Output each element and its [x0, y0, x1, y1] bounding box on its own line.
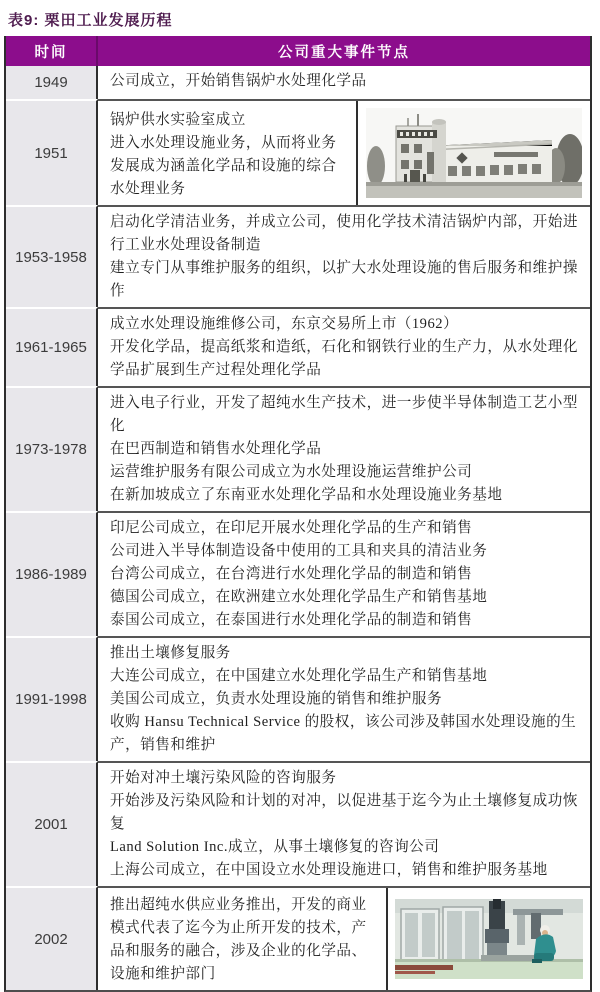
event-text: 锅炉供水实验室成立	[110, 112, 246, 128]
event-text: 大连公司成立，在中国建立水处理化学品生产和销售基地	[110, 668, 488, 684]
event-text: 公司进入半导体制造设备中使用的工具和夹具的清洁业务	[110, 543, 488, 559]
event-text: 收购 Hansu Technical Service 的股权，该公司涉及韩国水处理设施的生产，销售和维护	[110, 714, 577, 753]
event-text: 印尼公司成立，在印尼开展水处理化学品的生产和销售	[110, 520, 473, 536]
event-text: 运营维护服务有限公司成立为水处理设施运营维护公司	[110, 464, 473, 480]
table-header-row	[6, 36, 590, 66]
event-text: 推出超纯水供应业务推出，开发的商业模式代表了迄今为止所开发的技术，产品和服务的融合，涉及企业的化学品、设施和维护部门	[110, 897, 367, 982]
table-row	[6, 386, 590, 511]
photo-2002-ultrapure-water-plant	[386, 888, 590, 990]
event-text: 建立专门从事维护服务的组织，以扩大水处理设施的售后服务和维护操作	[110, 260, 578, 299]
event-text: 在新加坡成立了东南亚水处理化学品和水处理设施业务基地	[110, 487, 503, 503]
event-text: 进入电子行业，开发了超纯水生产技术，进一步使半导体制造工艺小型化	[110, 395, 578, 434]
table-row	[6, 99, 590, 205]
period-cell: 1961-1965	[6, 307, 98, 386]
event-text: 上海公司成立，在中国设立水处理设施进口，销售和维护服务基地	[110, 862, 548, 878]
period-cell: 2002	[6, 886, 98, 990]
event-text: 开发化学品，提高纸浆和造纸，石化和钢铁行业的生产力，从水处理化学品扩展到生产过程处理化学品	[110, 339, 578, 378]
event-text: 进入水处理设施业务，从而将业务发展成为涵盖化学品和设施的综合水处理业务	[110, 135, 337, 197]
period-cell: 1991-1998	[6, 636, 98, 761]
header-events: 公司重大事件节点	[278, 44, 410, 61]
event-text: Land Solution Inc.成立，从事土壤修复的咨询公司	[110, 839, 440, 855]
table-row	[6, 761, 590, 886]
event-text: 德国公司成立，在欧洲建立水处理化学品生产和销售基地	[110, 589, 488, 605]
table-row	[6, 636, 590, 761]
table-row	[6, 205, 590, 307]
header-time: 时间	[6, 36, 98, 66]
table-title: 表9: 栗田工业发展历程	[8, 12, 173, 29]
period-cell: 1949	[6, 66, 98, 99]
factory-building-bw-illustration	[366, 108, 582, 198]
period-cell: 2001	[6, 761, 98, 886]
table-row	[6, 886, 590, 990]
period-cell: 1986-1989	[6, 511, 98, 636]
event-text: 开始对冲土壤污染风险的咨询服务	[110, 770, 337, 786]
event-text: 公司成立，开始销售锅炉水处理化学品	[110, 73, 367, 89]
event-text: 美国公司成立，负责水处理设施的销售和维护服务	[110, 691, 443, 707]
event-text: 台湾公司成立，在台湾进行水处理化学品的制造和销售	[110, 566, 473, 582]
event-text: 启动化学清洁业务，并成立公司，使用化学技术清洁锅炉内部，开始进行工业水处理设备制造	[110, 214, 578, 253]
event-text: 泰国公司成立，在泰国进行水处理化学品的制造和销售	[110, 612, 473, 628]
water-plant-worker-illustration	[395, 899, 583, 979]
period-cell: 1953-1958	[6, 205, 98, 307]
event-text: 成立水处理设施维修公司，东京交易所上市（1962）	[110, 316, 459, 332]
event-text: 推出土壤修复服务	[110, 645, 231, 661]
period-cell: 1973-1978	[6, 386, 98, 511]
period-cell: 1951	[6, 99, 98, 205]
table-row	[6, 66, 590, 99]
event-text: 开始涉及污染风险和计划的对冲，以促进基于迄今为止土壤修复成功恢复	[110, 793, 578, 832]
photo-1951-factory-building	[356, 101, 590, 205]
event-text: 在巴西制造和销售水处理化学品	[110, 441, 322, 457]
table-row	[6, 307, 590, 386]
table-row	[6, 511, 590, 636]
company-history-table	[4, 36, 592, 992]
